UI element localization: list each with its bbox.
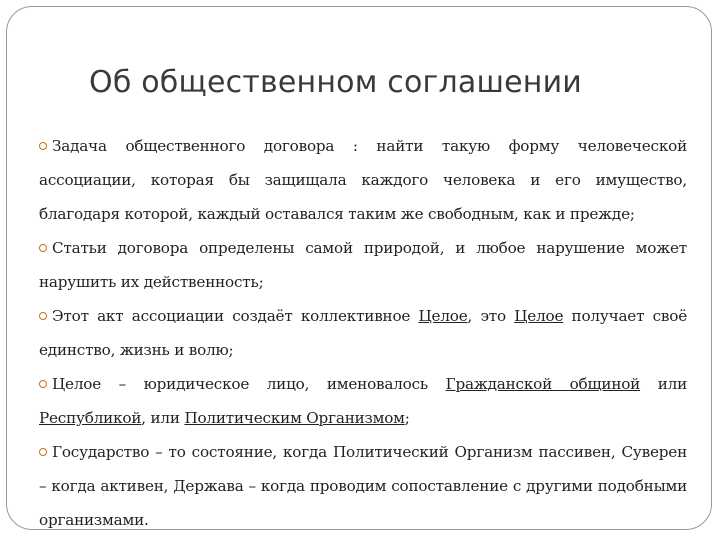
bullet-item (39, 231, 687, 299)
bullet-item (39, 129, 687, 231)
underlined-term: Республикой (39, 409, 142, 427)
circle-bullet-icon (39, 448, 47, 456)
underlined-term: Целое (514, 307, 564, 325)
bullet-text: , или (141, 409, 185, 427)
bullet-item (39, 435, 687, 537)
underlined-term: Гражданской общиной (445, 375, 641, 393)
bullet-text: , это (467, 307, 515, 325)
bullet-text: Статьи договора определены самой природой, и любое нарушение может нарушить их действенность; (39, 239, 687, 291)
circle-bullet-icon (39, 380, 47, 388)
bullet-item (39, 299, 687, 367)
bullet-text: Государство – то состояние, когда Политический Организм пассивен, Суверен – когда активен, Держава – когда проводим сопоставление с другими подобными организмами. (39, 443, 687, 529)
slide-title: Об общественном соглашении (89, 65, 582, 100)
bullet-text: получает своё единство, жизнь и волю; (39, 307, 687, 359)
circle-bullet-icon (39, 312, 47, 320)
underlined-term: Целое (418, 307, 468, 325)
bullet-text: Целое – юридическое лицо, именовалось (52, 375, 446, 393)
underlined-term: Политическим Организмом (184, 409, 405, 427)
bullet-text: Задача общественного договора : найти такую форму человеческой ассоциации, которая бы защищала каждого человека и его имущество, благодаря которой, каждый оставался таким же свободным, как и прежде; (39, 137, 687, 223)
bullet-text: Этот акт ассоциации создаёт коллективное (52, 307, 419, 325)
bullet-text: или (640, 375, 688, 393)
circle-bullet-icon (39, 142, 47, 150)
circle-bullet-icon (39, 244, 47, 252)
bullet-text: ; (404, 409, 410, 427)
bullet-list (39, 129, 687, 537)
slide-frame (6, 6, 712, 530)
bullet-item (39, 367, 687, 435)
